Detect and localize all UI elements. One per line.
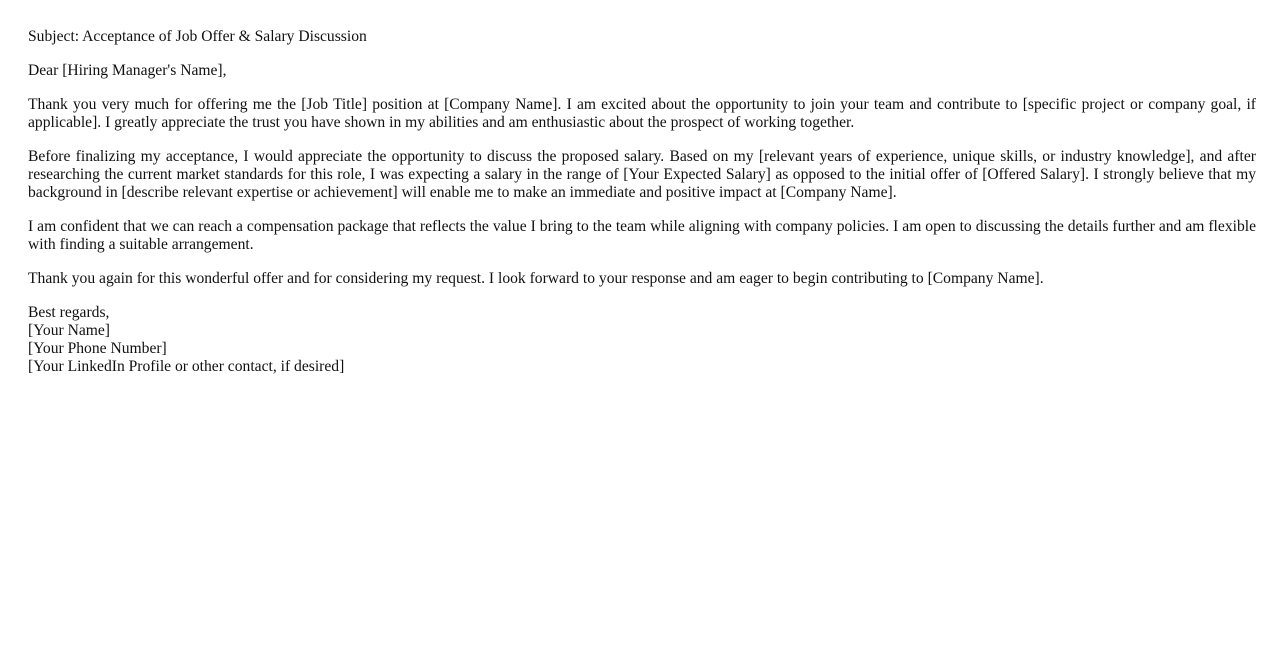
closing-phrase: Best regards, (28, 304, 110, 321)
paragraph-offer-thanks: Thank you very much for offering me the [Job Title] position at [Company Name]. I am excited about the opportunity to join your team and contribute to [specific project or company goal, if applicable]. I greatly appreciate the trust you have shown in my abilities and am enthusiastic about the prospect of working together. (28, 96, 1256, 131)
signature-phone: [Your Phone Number] (28, 340, 167, 357)
paragraph-compensation-confidence: I am confident that we can reach a compensation package that reflects the value I bring to the team while aligning with company policies. I am open to discussing the details further and am flexible with finding a suitable arrangement. (28, 218, 1256, 253)
paragraph-salary-discussion: Before finalizing my acceptance, I would appreciate the opportunity to discuss the proposed salary. Based on my [relevant years of experience, unique skills, or industry knowledge], and after researching the current market standards for this role, I was expecting a salary in the range of [Your Expected Salary] as opposed to the initial offer of [Offered Salary]. I strongly believe that my background in [describe relevant expertise or achievement] will enable me to make an immediate and positive impact at [Company Name]. (28, 148, 1256, 201)
email-subject-line: Subject: Acceptance of Job Offer & Salary Discussion (28, 28, 367, 45)
paragraph-closing-thanks: Thank you again for this wonderful offer and for considering my request. I look forward to your response and am eager to begin contributing to [Company Name]. (28, 270, 1044, 287)
signature-name: [Your Name] (28, 322, 111, 339)
signature-block (28, 304, 1256, 376)
signature-contact: [Your LinkedIn Profile or other contact, if desired] (28, 358, 345, 375)
email-letter-body (28, 28, 1256, 376)
salutation: Dear [Hiring Manager's Name], (28, 62, 227, 79)
